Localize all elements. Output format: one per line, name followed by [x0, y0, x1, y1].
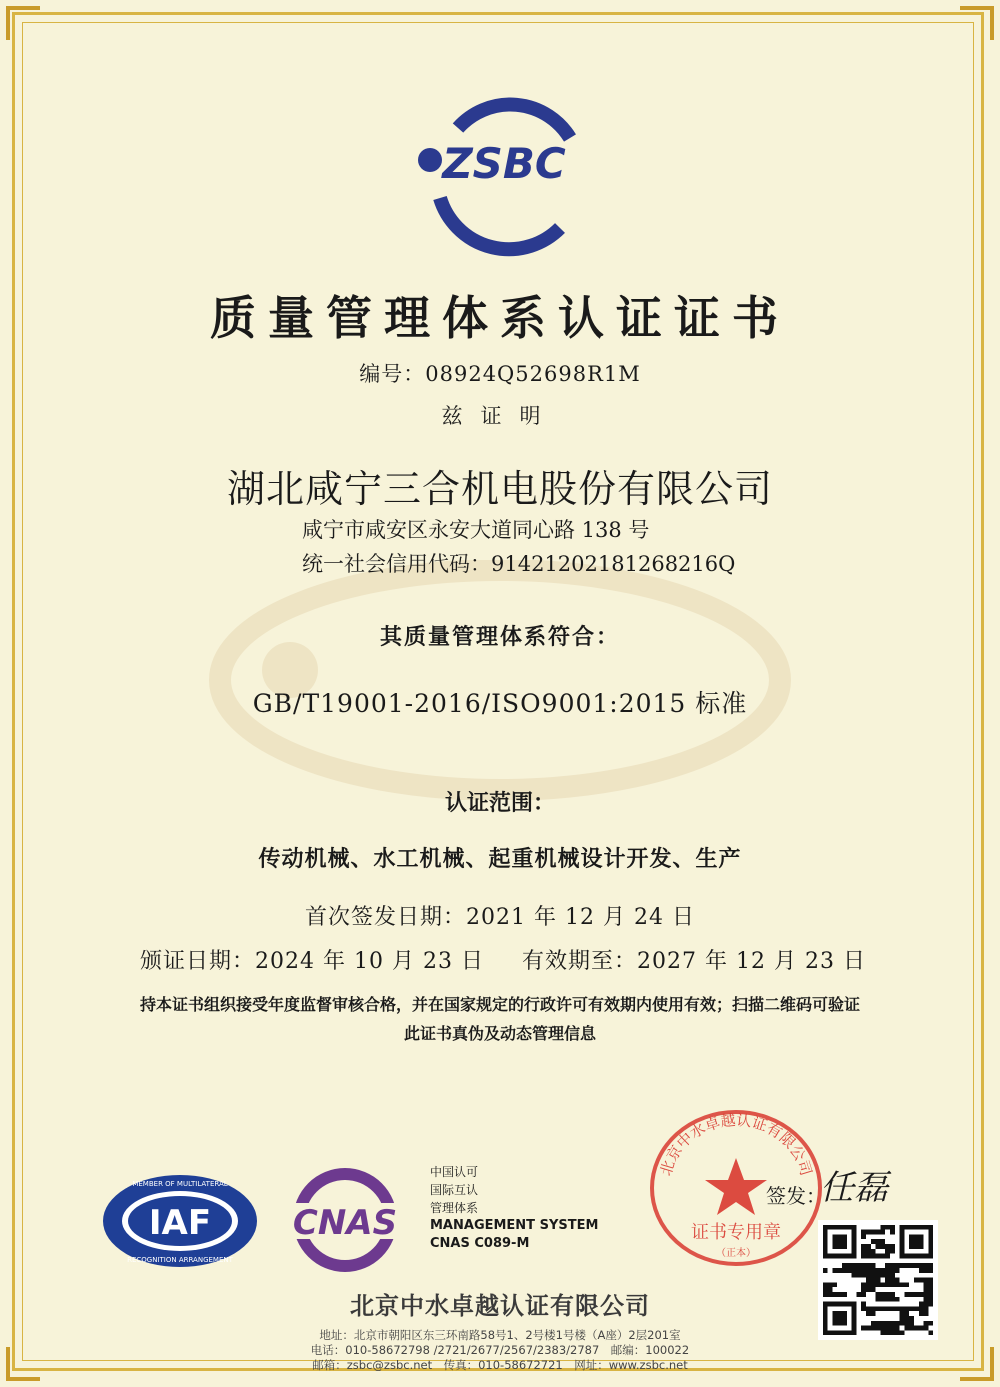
company-address: 咸宁市咸安区永安大道同心路 138 号: [302, 518, 650, 542]
hereby-certify: 兹证明: [441, 404, 559, 428]
cnas-text-line: 国际互认: [430, 1183, 479, 1197]
issue-date-label: 颁证日期：: [140, 949, 256, 974]
signature: 任磊: [820, 1168, 888, 1208]
issue-date: [140, 944, 484, 975]
certificate-number: [0, 358, 1000, 388]
cnas-text-line: CNAS C089-M: [430, 1236, 530, 1251]
cert-number-label: 编号：: [359, 362, 426, 386]
svg-text:IAF: IAF: [148, 1203, 212, 1243]
valid-until: [522, 944, 866, 975]
valid-until-value: 2027 年 12 月 23 日: [637, 949, 866, 974]
scope-label: 认证范围：: [444, 791, 555, 816]
cnas-text-line: 管理体系: [430, 1201, 479, 1215]
corner-ornament: [6, 6, 40, 40]
cnas-text-line: MANAGEMENT SYSTEM: [430, 1218, 599, 1233]
zsbc-logo: [410, 88, 590, 258]
credit-code: [302, 548, 735, 578]
issuer-name: 北京中水卓越认证有限公司: [350, 1292, 650, 1320]
cert-number-value: 08924Q52698R1M: [425, 362, 641, 386]
svg-text:北京中水卓越认证有限公司: 北京中水卓越认证有限公司: [656, 1111, 816, 1178]
svg-text:MEMBER OF MULTILATERAL: MEMBER OF MULTILATERAL: [132, 1180, 228, 1188]
footer-contact: 邮箱：zsbc@zsbc.net 传真：010-58672721 网址：www.zsbc.net: [312, 1358, 688, 1372]
notice-line: 此证书真伪及动态管理信息: [403, 1024, 596, 1043]
certificate-title: 质量管理体系认证证书: [210, 291, 790, 345]
first-issue-value: 2021 年 12 月 24 日: [466, 905, 695, 930]
standard: GB/T19001-2016/ISO9001:2015 标准: [252, 689, 748, 718]
footer-address: 地址：北京市朝阳区东三环南路58号1、2号楼1号楼（A座）2层201室: [319, 1328, 681, 1342]
first-issue-label: 首次签发日期：: [305, 905, 467, 930]
iaf-logo: [100, 1172, 260, 1270]
cnas-logo: [280, 1165, 410, 1275]
credit-code-value: 91421202181268216Q: [491, 552, 736, 576]
footer-phone: 电话：010-58672798 /2721/2677/2567/2383/2787 邮编：100022: [310, 1343, 690, 1357]
corner-ornament: [960, 6, 994, 40]
notice-line: 持本证书组织接受年度监督审核合格，并在国家规定的行政许可有效期内使用有效；扫描二维码可验证: [139, 995, 860, 1014]
svg-text:证书专用章: 证书专用章: [691, 1222, 781, 1243]
validity-notice: [72, 990, 928, 1048]
cnas-text-line: 中国认可: [430, 1165, 479, 1179]
conform-label: 其质量管理体系符合：: [379, 625, 620, 650]
seal-star-icon: [705, 1158, 767, 1215]
svg-text:RECOGNITION ARRANGEMENT: RECOGNITION ARRANGEMENT: [127, 1256, 233, 1264]
valid-until-label: 有效期至：: [522, 949, 638, 974]
qr-code[interactable]: [818, 1220, 938, 1340]
issue-date-value: 2024 年 10 月 23 日: [255, 949, 484, 974]
company-name: 湖北咸宁三合机电股份有限公司: [226, 467, 773, 511]
first-issue-date: [0, 900, 1000, 931]
zsbc-watermark: [200, 560, 800, 800]
cnas-accreditation-text: [430, 1163, 598, 1253]
signature-label: 签发：: [766, 1184, 826, 1208]
svg-text:CNAS: CNAS: [292, 1203, 398, 1243]
certification-scope: 传动机械、水工机械、起重机械设计开发、生产: [258, 847, 742, 872]
svg-text:ZSBC: ZSBC: [442, 139, 566, 188]
svg-text:（正本）: （正本）: [716, 1248, 756, 1259]
credit-code-label: 统一社会信用代码：: [302, 552, 491, 576]
